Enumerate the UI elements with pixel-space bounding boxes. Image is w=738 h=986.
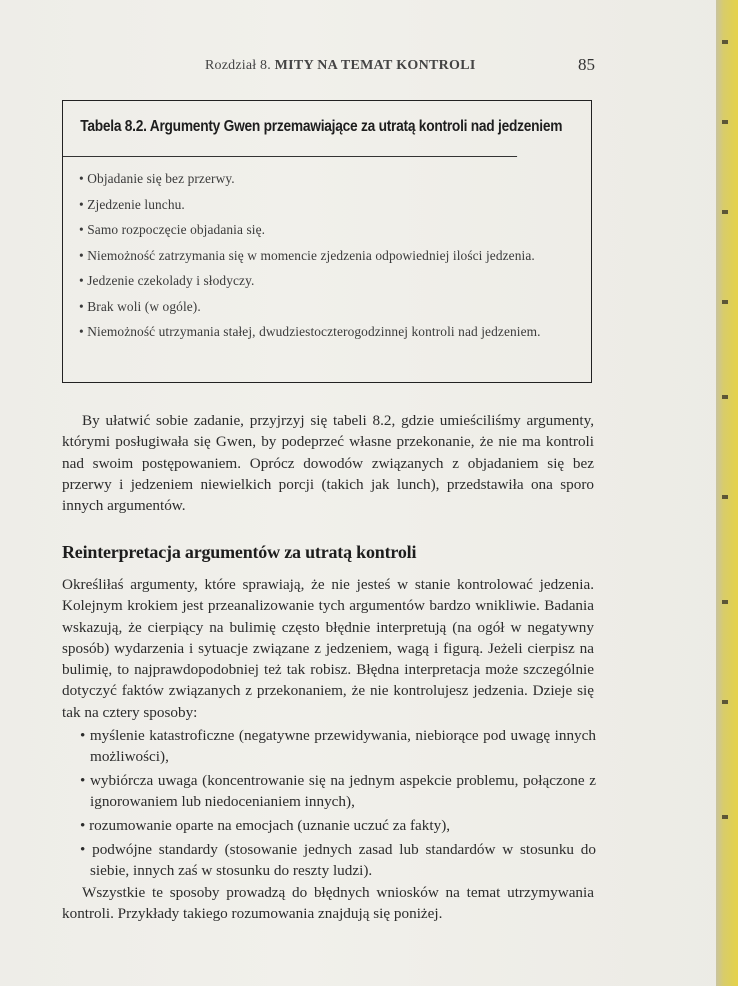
book-spine-edge	[716, 0, 738, 986]
spine-mark	[722, 40, 728, 44]
spine-mark	[722, 815, 728, 819]
table-item: • Samo rozpoczęcie objadania się.	[79, 220, 579, 240]
page-number: 85	[578, 55, 595, 74]
spine-mark	[722, 300, 728, 304]
table-item: • Niemożność utrzymania stałej, dwudziestoczterogodzinnej kontroli nad jedzeniem.	[79, 322, 579, 342]
spine-mark	[722, 210, 728, 214]
section-heading: Reinterpretacja argumentów za utratą kontroli	[62, 542, 417, 562]
table-8-2	[62, 100, 592, 383]
table-item: • Niemożność zatrzymania się w momencie zjedzenia odpowiedniej ilości jedzenia.	[79, 246, 579, 266]
list-item: • rozumowanie oparte na emocjach (uznanie uczuć za fakty),	[72, 815, 596, 836]
spine-mark	[722, 120, 728, 124]
table-item: • Objadanie się bez przerwy.	[79, 169, 579, 189]
table-item-list	[79, 169, 579, 348]
spine-mark	[722, 600, 728, 604]
paragraph-closing: Wszystkie te sposoby prowadzą do błędnych wniosków na temat utrzymywania kontroli. Przykłady takiego rozumowania znajdują się poniżej.	[62, 884, 594, 923]
list-item: • myślenie katastroficzne (negatywne przewidywania, niebiorące pod uwagę innych możliwości),	[72, 725, 596, 768]
distortion-list	[72, 725, 596, 884]
chapter-prefix: Rozdział 8.	[205, 58, 271, 73]
spine-mark	[722, 395, 728, 399]
table-item: • Brak woli (w ogóle).	[79, 297, 579, 317]
table-caption: Tabela 8.2. Argumenty Gwen przemawiające za utratą kontroli nad jedzeniem	[63, 101, 517, 157]
list-item: • wybiórcza uwaga (koncentrowanie się na jednym aspekcie problemu, połączone z ignorowaniem lub niedocenianiem innych),	[72, 770, 596, 813]
running-head	[205, 58, 476, 74]
table-item: • Jedzenie czekolady i słodyczy.	[79, 271, 579, 291]
spine-mark	[722, 700, 728, 704]
paragraph-intro: By ułatwić sobie zadanie, przyjrzyj się tabeli 8.2, gdzie umieściliśmy argumenty, którymi posługiwała się Gwen, by podeprzeć własne przekonanie, że nie ma kontroli nad swoim postępowaniem. Oprócz dowodów związanych z objadaniem się bez przerwy i jedzeniem niewielkich porcji (takich jak lunch), przedstawiła ona sporo innych argumentów.	[62, 412, 594, 515]
spine-mark	[722, 495, 728, 499]
table-item: • Zjedzenie lunchu.	[79, 195, 579, 215]
list-item: • podwójne standardy (stosowanie jednych zasad lub standardów w stosunku do siebie, innych zaś w stosunku do reszty ludzi).	[72, 839, 596, 882]
paragraph-body: Określiłaś argumenty, które sprawiają, że nie jesteś w stanie kontrolować jedzenia. Kolejnym krokiem jest przeanalizowanie tych argumentów bardzo wnikliwie. Badania wskazują, że cierpiący na bulimię często błędnie interpretują (na ogół w negatywny sposób) wydarzenia i sytuacje związane z jedzeniem, wagą i figurą. Jeżeli cierpisz na bulimię, to najprawdopodobniej też tak robisz. Błędna interpretacja może szczególnie dotyczyć faktów związanych z przekonaniem, że nie kontrolujesz jedzenia. Dzieje się tak na cztery sposoby:	[62, 576, 594, 721]
chapter-title: MITY NA TEMAT KONTROLI	[274, 58, 476, 73]
